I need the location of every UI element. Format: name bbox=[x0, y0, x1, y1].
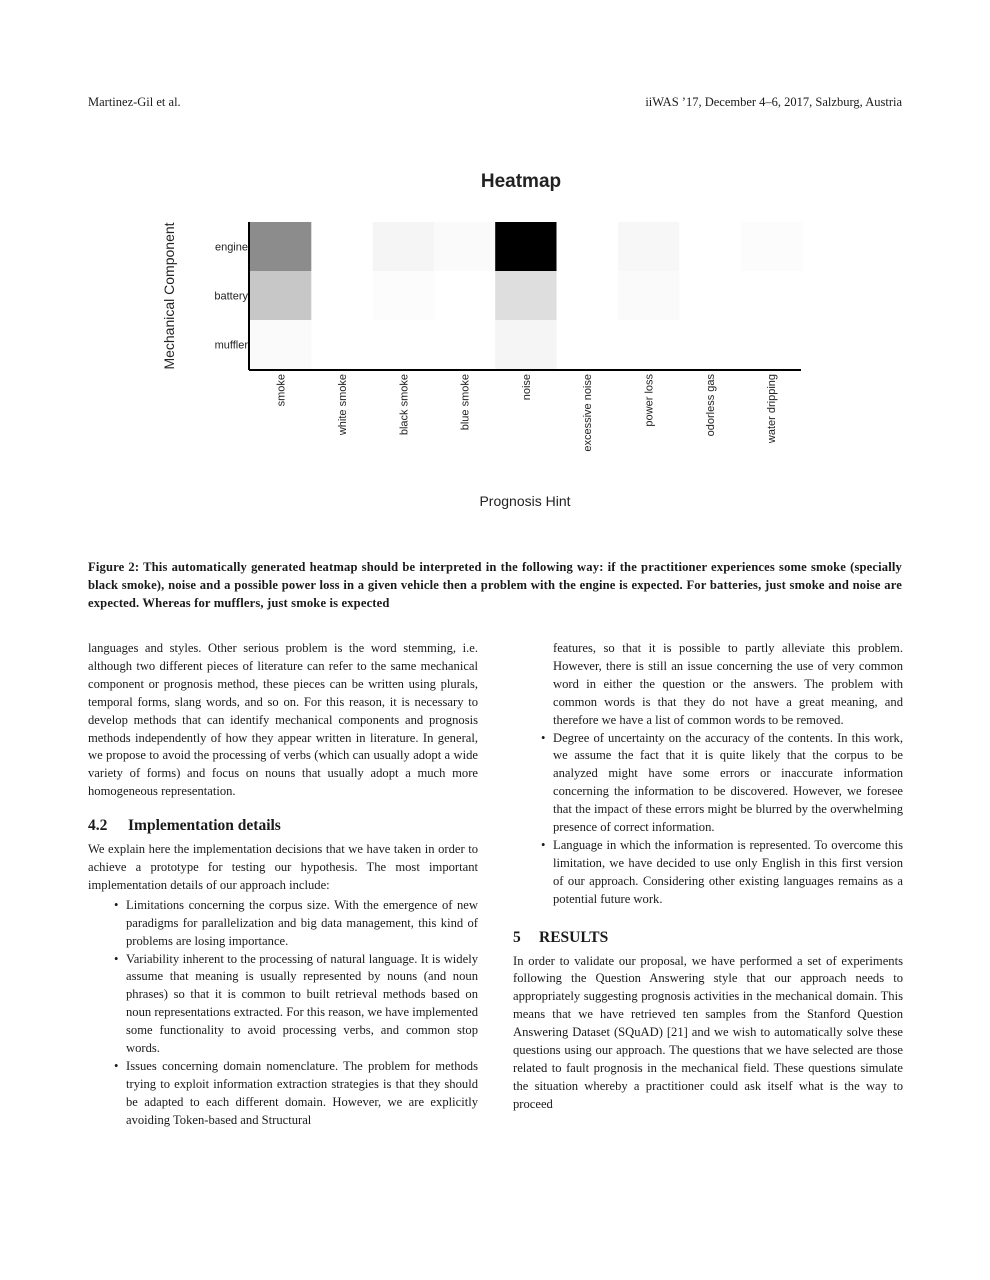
heatmap-cell bbox=[311, 222, 373, 272]
heatmap-cell bbox=[557, 222, 619, 272]
heatmap-cell bbox=[495, 222, 557, 272]
x-axis-label: Prognosis Hint bbox=[479, 493, 571, 509]
heatmap-cell bbox=[250, 320, 312, 370]
heatmap-cell bbox=[250, 222, 312, 272]
heatmap-cell bbox=[434, 222, 496, 272]
implementation-list bbox=[88, 897, 478, 1130]
left-column bbox=[88, 640, 478, 1130]
heatmap-cell bbox=[740, 222, 802, 272]
section-number: 4.2 bbox=[88, 817, 108, 835]
running-header-authors: Martinez-Gil et al. bbox=[88, 95, 181, 109]
heatmap-cell bbox=[679, 271, 741, 321]
y-axis-label: Mechanical Component bbox=[161, 222, 177, 370]
heatmap-cell bbox=[250, 271, 312, 321]
x-tick-label: black smoke bbox=[398, 374, 411, 436]
heatmap-cells bbox=[250, 222, 802, 370]
list-item-continued: features, so that it is possible to partly alleviate this problem. However, there is still an issue concerning the use of very common word in either the question or the answers. The problem with common words is that they do not have a great meaning, and therefore we have a list of common words to be removed. bbox=[553, 641, 903, 727]
chart-title: Heatmap bbox=[480, 171, 562, 192]
heatmap-cell bbox=[618, 271, 680, 321]
heatmap-cell bbox=[373, 222, 435, 272]
figure-caption: Figure 2: This automatically generated heatmap should be interpreted in the following way: if the practitioner experiences some smoke (specially black smoke), noise and a possible power loss in a given vehicle then a problem with the engine is expected. For batteries, just smoke and noise are expected. Whereas for mufflers, just smoke is expected bbox=[88, 560, 902, 610]
y-tick-label: muffler bbox=[214, 339, 248, 352]
x-tick-label: power loss bbox=[643, 374, 656, 427]
x-tick-label: odorless gas bbox=[704, 374, 717, 437]
list-item: • Limitations concerning the corpus size. With the emergence of new paradigms for parallelization and big data management, this kind of problems are losing importance. bbox=[126, 897, 478, 951]
heatmap-cell bbox=[740, 320, 802, 370]
paragraph-implementation: We explain here the implementation decisions that we have taken in order to achieve a prototype for testing our hypothesis. The most important implementation details of our approach include: bbox=[88, 842, 478, 892]
heatmap-cell bbox=[618, 222, 680, 272]
heatmap-cell bbox=[434, 271, 496, 321]
section-number: 5 bbox=[513, 928, 521, 946]
y-tick-labels bbox=[214, 242, 248, 352]
x-tick-label: noise bbox=[520, 374, 533, 401]
section-heading-5 bbox=[513, 929, 903, 947]
heatmap-cell bbox=[373, 271, 435, 321]
paragraph-results: In order to validate our proposal, we have performed a set of experiments following the Question Answering style that our approach needs to appropriately suggesting prognosis activities in the mechanical domain. This means that we have retrieved ten samples from the Stanford Question Answering Dataset (SQuAD) [21] and we wish to automatically solve these questions using our approach. The questions that we have selected are those related to fault prognosis in the mechanical field. These questions simulate the situation whereby a practitioner could ask itself what is the way to proceed bbox=[513, 953, 903, 1111]
heatmap-cell bbox=[373, 320, 435, 370]
x-tick-label: smoke bbox=[275, 374, 288, 407]
list-item: • Variability inherent to the processing of natural language. It is widely assume that meaning is usually represented by nouns (and noun phrases) so that it is common to built retrieval methods based on noun representations extracted. For this reason, we have implemented some functionality to avoid processing verbs, and common stop words. bbox=[126, 951, 478, 1058]
heatmap-figure bbox=[150, 160, 840, 520]
heatmap-cell bbox=[311, 271, 373, 321]
section-heading-4-2 bbox=[88, 817, 478, 835]
x-tick-label: water dripping bbox=[766, 374, 779, 444]
heatmap-cell bbox=[557, 271, 619, 321]
x-tick-labels bbox=[276, 374, 778, 452]
x-tick-label: excessive noise bbox=[582, 374, 595, 452]
list-item: • Degree of uncertainty on the accuracy of the contents. In this work, we assume the fact that it is quite likely that the corpus to be analyzed might have some errors or inaccurate information concerning the information to be discovered. However, we foresee that the impact of these errors might be blurred by the overwhelming presence of correct information. bbox=[553, 730, 903, 837]
heatmap-cell bbox=[740, 271, 802, 321]
y-tick-label: engine bbox=[214, 241, 248, 254]
x-tick-label: blue smoke bbox=[459, 374, 472, 431]
heatmap-cell bbox=[434, 320, 496, 370]
heatmap-cell bbox=[618, 320, 680, 370]
implementation-list-continued bbox=[513, 640, 903, 909]
list-item: • Language in which the information is represented. To overcome this limitation, we have decided to use only English in this first version of our approach. Considering other existing languages remains as a potential future work. bbox=[553, 837, 903, 909]
section-title: Implementation details bbox=[128, 817, 281, 835]
heatmap-cell bbox=[679, 320, 741, 370]
y-tick-label: battery bbox=[214, 290, 248, 303]
paragraph-stemming: languages and styles. Other serious problem is the word stemming, i.e. although two different pieces of literature can refer to the same mechanical component or prognosis method, these pieces can be written using plurals, temporal forms, slang words, and so on. For this reason, it is necessary to develop methods that can identify mechanical components and prognosis methods independently of how they appear written in literature. In general, we propose to avoid the processing of verbs (which can usually adopt a wide variety of forms) and focus on nouns that usually adopt a much more homogeneous representation. bbox=[88, 641, 478, 799]
running-header-venue: iiWAS ’17, December 4–6, 2017, Salzburg, Austria bbox=[645, 95, 902, 109]
heatmap-cell bbox=[495, 320, 557, 370]
heatmap-cell bbox=[557, 320, 619, 370]
heatmap-cell bbox=[679, 222, 741, 272]
list-item: • Issues concerning domain nomenclature. The problem for methods trying to exploit information extraction strategies is that they should be adapted to each different domain. However, we are explicitly avoiding Token-based and Structural bbox=[126, 1058, 478, 1130]
right-column bbox=[513, 640, 903, 1114]
section-title: RESULTS bbox=[539, 928, 609, 946]
heatmap-cell bbox=[495, 271, 557, 321]
heatmap-cell bbox=[311, 320, 373, 370]
x-tick-label: white smoke bbox=[336, 374, 349, 436]
